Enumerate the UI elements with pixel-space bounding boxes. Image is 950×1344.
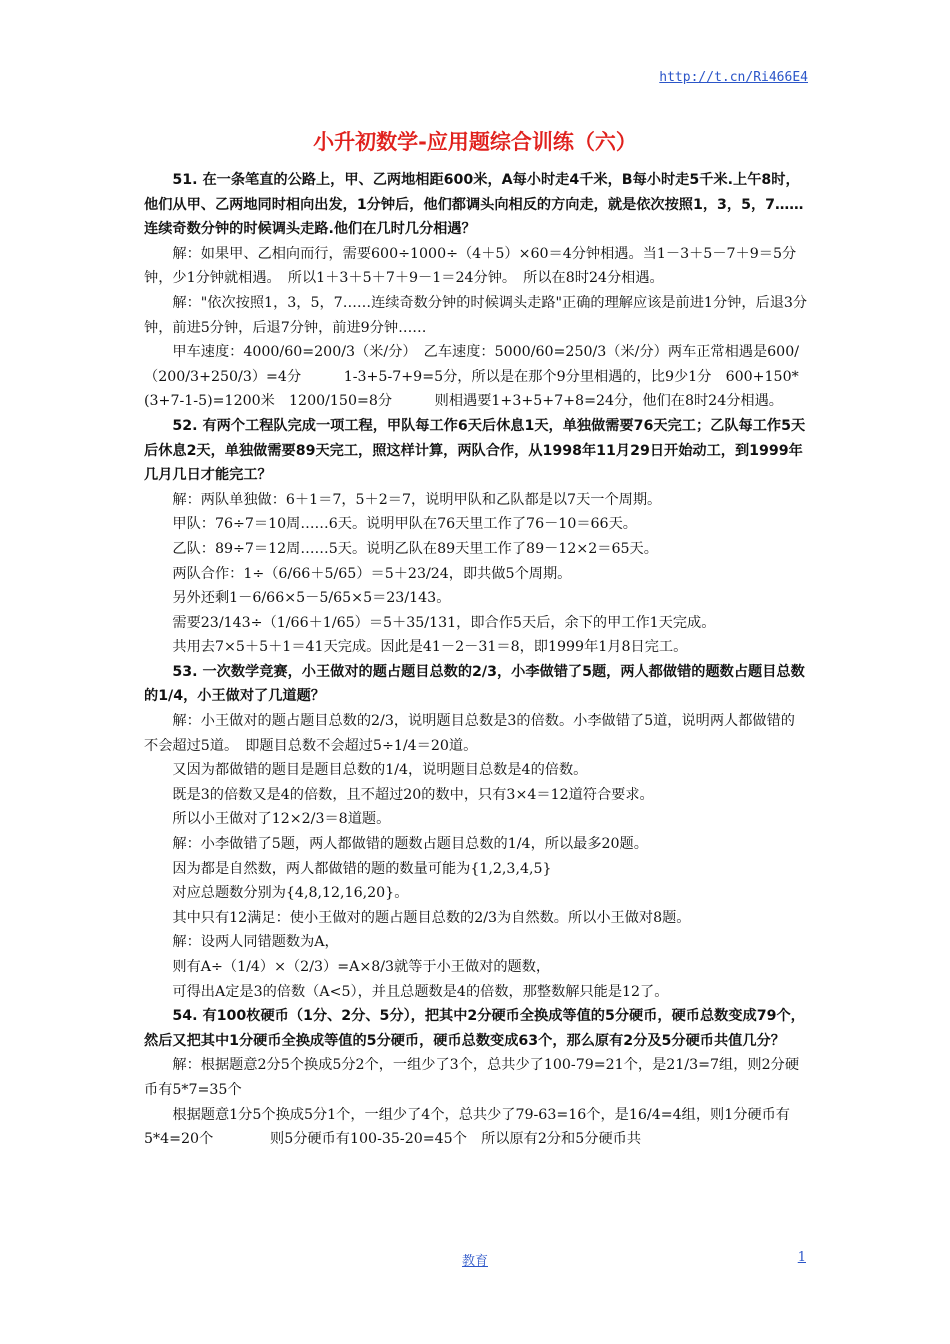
answer-paragraph: 两队合作：1÷（6/66＋5/65）＝5＋23/24，即共做5个周期。 [172, 565, 572, 582]
answer-paragraph: 解：根据题意2分5个换成5分2个，一组少了3个，总共少了100-79=21个，是21/3=7组，则2分硬币有5*7=35个 [144, 1057, 800, 1098]
answer-paragraph: 解：两队单独做：6＋1＝7，5＋2＝7，说明甲队和乙队都是以7天一个周期。 [172, 491, 662, 508]
question-paragraph: 54. 有100枚硬币（1分、2分、5分），把其中2分硬币全换成等值的5分硬币，硬币总数变成79个，然后又把其中1分硬币全换成等值的5分硬币，硬币总数变成63个，那么原有2分及5分硬币共值几分？ [144, 1008, 805, 1049]
answer-paragraph: 需要23/143÷（1/66＋1/65）＝5＋35/131，即合作5天后，余下的甲工作1天完成。 [172, 614, 716, 631]
answer-paragraph: 另外还剩1－6/66×5－5/65×5＝23/143。 [172, 590, 451, 607]
answer-paragraph: 又因为都做错的题目是题目总数的1/4，说明题目总数是4的倍数。 [172, 762, 588, 779]
answer-paragraph: 既是3的倍数又是4的倍数，且不超过20的数中，只有3×4＝12道符合要求。 [172, 786, 654, 803]
answer-paragraph: 乙队：89÷7＝12周……5天。说明乙队在89天里工作了89－12×2＝65天。 [172, 540, 658, 557]
answer-paragraph: 解：设两人同错题数为A， [172, 934, 339, 951]
answer-paragraph: 解：小王做对的题占题目总数的2/3，说明题目总数是3的倍数。小李做错了5道，说明两人都做错的不会超过5道。 即题目总数不会超过5÷1/4＝20道。 [144, 713, 795, 754]
page-number: 1 [797, 1250, 806, 1265]
answer-paragraph: 解：小李做错了5题，两人都做错的题数占题目总数的1/4，所以最多20题。 [172, 836, 648, 853]
answer-paragraph: 解："依次按照1，3，5，7……连续奇数分钟的时候调头走路"正确的理解应该是前进1分钟，后退3分钟，前进5分钟，后退7分钟，前进9分钟…… [144, 294, 808, 336]
answer-paragraph: 解：如果甲、乙相向而行，需要600÷1000÷（4＋5）×60＝4分钟相遇。当1－3＋5－7＋9＝5分钟，少1分钟就相遇。 所以1＋3＋5＋7＋9－1＝24分钟。 所以在8时24分相遇。 [144, 245, 797, 287]
answer-paragraph: 因为都是自然数，两人都做错的题的数量可能为{1,2,3,4,5} [172, 860, 552, 877]
answer-paragraph: 则有A÷（1/4）×（2/3）=A×8/3就等于小王做对的题数， [172, 959, 551, 975]
answer-paragraph: 可得出A定是3的倍数（A<5），并且总题数是4的倍数，那整数解只能是12了。 [172, 983, 669, 1000]
question-paragraph: 51. 在一条笔直的公路上，甲、乙两地相距600米，A每小时走4千米，B每小时走5千米.上午8时，他们从甲、乙两地同时相向出发，1分钟后，他们都调头向相反的方向走，就是依次按照1，3，5，7……连续奇数分钟的时候调头走路.他们在几时几分相遇？ [144, 172, 804, 238]
answer-paragraph: 甲车速度：4000/60=200/3（米/分） 乙车速度：5000/60=250/3（米/分）两车正常相遇是600/（200/3+250/3）=4分 1-3+5-7+9=5分，所以是在那个9分里相遇的，比9少1分 600+150*(3+7-1-5)=1200米 1200/150=8分 则相遇要1+3+5+7+8=24分，他们在8时24分相遇。 [144, 344, 800, 410]
document-body [144, 168, 808, 1152]
answer-paragraph: 甲队：76÷7＝10周……6天。说明甲队在76天里工作了76－10＝66天。 [172, 516, 637, 533]
footer-label[interactable]: 教育 [461, 1254, 488, 1269]
answer-paragraph: 根据题意1分5个换成5分1个，一组少了4个，总共少了79-63=16个，是16/4=4组，则1分硬币有5*4=20个 则5分硬币有100-35-20=45个 所以原有2分和5分硬币共 [144, 1106, 790, 1148]
answer-paragraph: 其中只有12满足：使小王做对的题占题目总数的2/3为自然数。所以小王做对8题。 [172, 909, 691, 926]
question-paragraph: 53. 一次数学竞赛，小王做对的题占题目总数的2/3，小李做错了5题，两人都做错的题数占题目总数的1/4，小王做对了几道题？ [144, 663, 805, 705]
header-link[interactable]: http://t.cn/Ri466E4 [659, 70, 808, 85]
page-title: 小升初数学-应用题综合训练（六） [313, 130, 637, 154]
question-paragraph: 52. 有两个工程队完成一项工程，甲队每工作6天后休息1天，单独做需要76天完工；乙队每工作5天后休息2天，单独做需要89天完工，照这样计算，两队合作，从1998年11月29日开始动工，到1999年几月几日才能完工？ [144, 417, 806, 484]
answer-paragraph: 所以小王做对了12×2/3＝8道题。 [172, 811, 391, 828]
answer-paragraph: 对应总题数分别为{4,8,12,16,20}。 [172, 885, 409, 902]
answer-paragraph: 共用去7×5＋5＋1＝41天完成。因此是41－2－31＝8，即1999年1月8日完工。 [172, 639, 688, 656]
